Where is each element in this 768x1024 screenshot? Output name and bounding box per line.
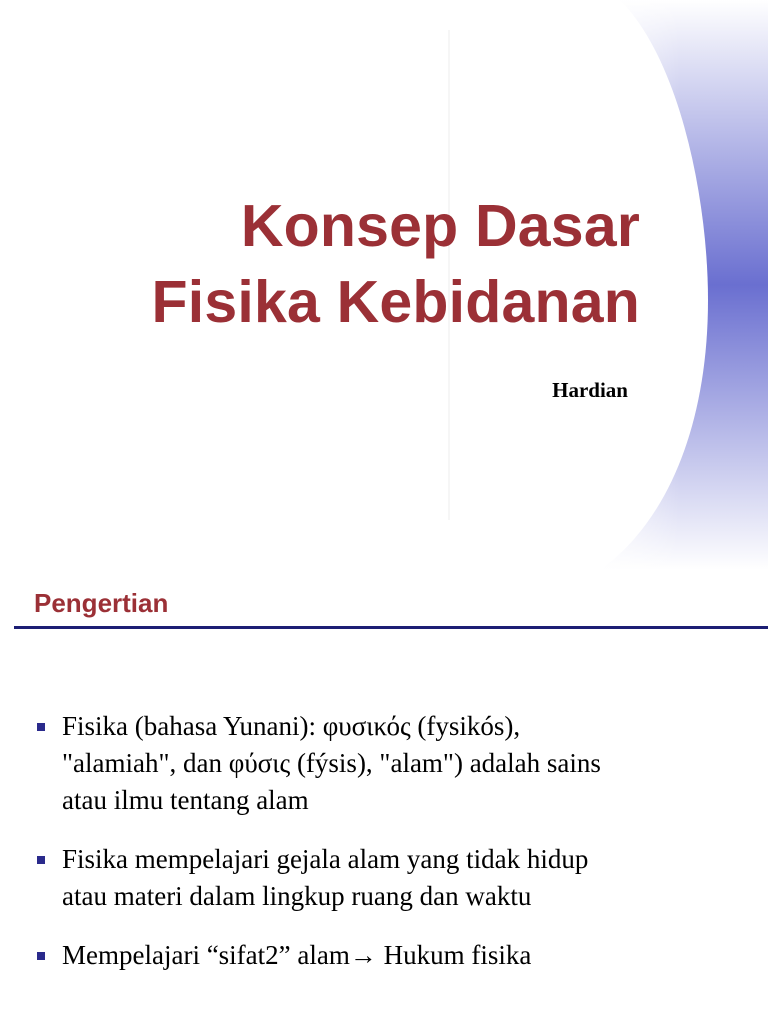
- bullet-line: Fisika mempelajari gejala alam yang tidak hidup: [62, 844, 589, 874]
- title-line-1: Konsep Dasar: [240, 193, 640, 259]
- bullet-list: [34, 708, 754, 996]
- bullet-line: Mempelajari “sifat2” alam→ Hukum fisika: [62, 940, 532, 970]
- bullet-line: atau ilmu tentang alam: [62, 785, 309, 815]
- list-item: [34, 841, 754, 915]
- bullet-line: Fisika (bahasa Yunani): φυσικός (fysikós),: [62, 711, 521, 741]
- content-slide: [0, 570, 768, 1024]
- slide-heading: Pengertian: [34, 588, 169, 618]
- square-bullet-icon: [37, 856, 45, 864]
- square-bullet-icon: [37, 952, 45, 960]
- square-bullet-icon: [37, 723, 45, 731]
- list-item: [34, 708, 754, 819]
- bullet-line: atau materi dalam lingkup ruang dan waktu: [62, 881, 532, 911]
- slide-title: [20, 188, 640, 340]
- author-name: Hardian: [552, 378, 628, 402]
- list-item: [34, 937, 754, 974]
- title-line-2: Fisika Kebidanan: [151, 269, 640, 335]
- heading-divider: [14, 626, 768, 629]
- bullet-line: "alamiah", dan φύσις (fýsis), "alam") adalah sains: [62, 748, 601, 778]
